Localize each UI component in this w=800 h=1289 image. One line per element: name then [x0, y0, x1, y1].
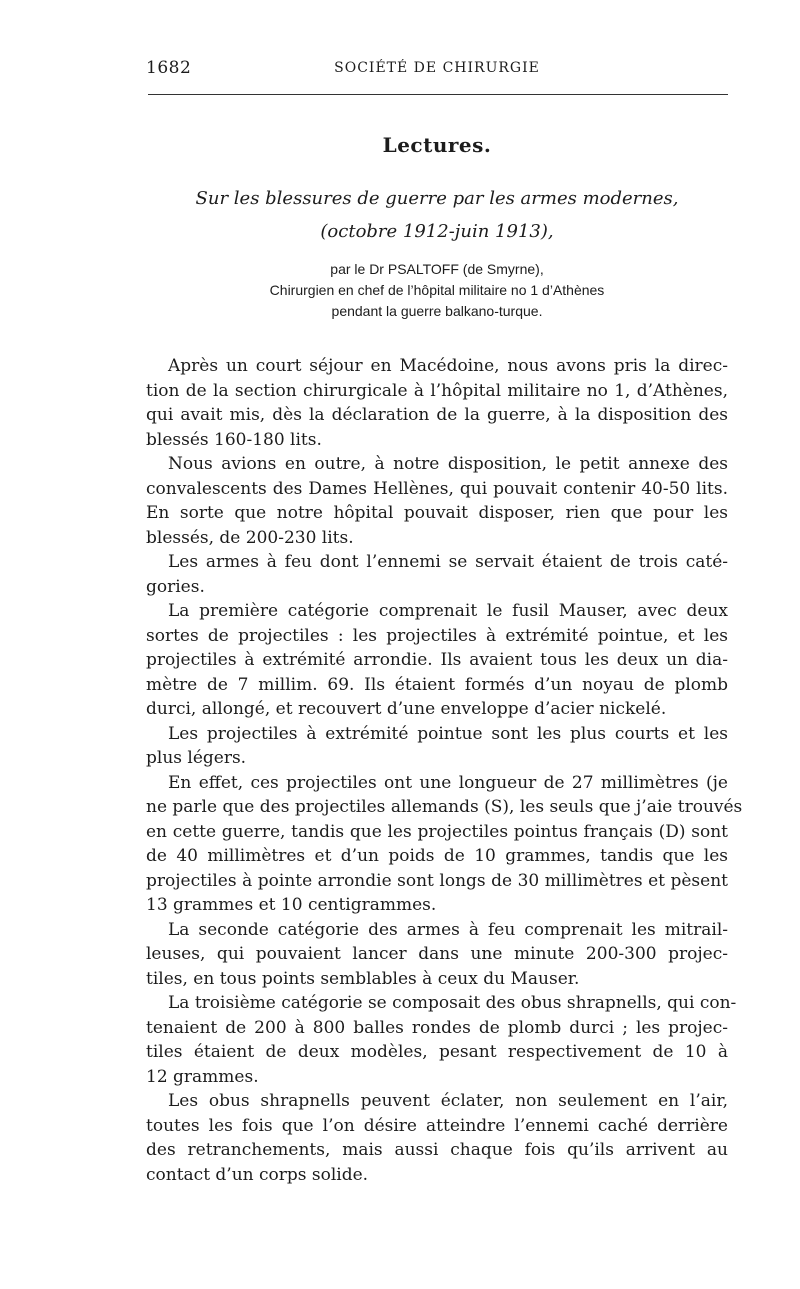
- body-line: Les armes à feu dont l’ennemi se servait étaient de trois caté-: [168, 552, 728, 572]
- body-text: [146, 354, 743, 1187]
- author-affiliation: Chirurgien en chef de l’hôpital militaire no 1 d’Athènes: [269, 282, 605, 298]
- author-line: par le Dr PSALTOFF (de Smyrne),: [330, 261, 544, 277]
- author-context: pendant la guerre balkano-turque.: [331, 303, 543, 319]
- body-line: Les obus shrapnells peuvent éclater, non seulement en l’air,: [168, 1091, 728, 1111]
- body-line: La troisième catégorie se composait des obus shrapnells, qui con-: [168, 993, 737, 1013]
- body-line: convalescents des Dames Hellènes, qui pouvait contenir 40-50 lits.: [146, 478, 728, 499]
- body-line: 13 grammes et 10 centigrammes.: [146, 895, 437, 915]
- body-line: Les projectiles à extrémité pointue sont les plus courts et les: [168, 723, 728, 744]
- body-line: plus légers.: [146, 748, 247, 768]
- article-subtitle: [146, 182, 728, 248]
- page-header: [146, 58, 728, 82]
- section-title: Lectures.: [382, 133, 492, 157]
- body-line: La seconde catégorie des armes à feu comprenait les mitrail-: [168, 919, 728, 940]
- body-line: blessés 160-180 lits.: [146, 429, 322, 450]
- body-line: de 40 millimètres et d’un poids de 10 grammes, tandis que les: [146, 846, 728, 866]
- subtitle-line: (octobre 1912-juin 1913),: [320, 221, 554, 242]
- running-head: SOCIÉTÉ DE CHIRURGIE: [334, 60, 540, 76]
- body-line: blessés, de 200-230 lits.: [146, 527, 354, 548]
- body-line: projectiles à pointe arrondie sont longs de 30 millimètres et pèsent: [146, 870, 728, 891]
- body-line: tion de la section chirurgicale à l’hôpital militaire no 1, d’Athènes,: [146, 380, 728, 401]
- body-line: 12 grammes.: [146, 1066, 259, 1087]
- body-line: tenaient de 200 à 800 balles rondes de plomb durci ; les projec-: [146, 1017, 728, 1038]
- body-line: qui avait mis, dès la déclaration de la guerre, à la disposition des: [146, 405, 728, 425]
- body-line: tiles étaient de deux modèles, pesant respectivement de 10 à: [146, 1042, 728, 1062]
- body-line: tiles, en tous points semblables à ceux du Mauser.: [146, 968, 580, 989]
- body-line: Nous avions en outre, à notre disposition, le petit annexe des: [168, 454, 728, 474]
- header-rule: [148, 94, 728, 95]
- body-line: contact d’un corps solide.: [146, 1164, 369, 1185]
- body-line: toutes les fois que l’on désire atteindre l’ennemi caché derrière: [146, 1115, 728, 1136]
- body-line: en cette guerre, tandis que les projectiles pointus français (D) sont: [146, 821, 728, 842]
- body-line: En sorte que notre hôpital pouvait disposer, rien que pour les: [146, 503, 728, 523]
- body-line: sortes de projectiles : les projectiles à extrémité pointue, et les: [146, 625, 728, 646]
- body-line: durci, allongé, et recouvert d’une enveloppe d’acier nickelé.: [146, 699, 667, 719]
- body-line: En effet, ces projectiles ont une longueur de 27 millimètres (je: [168, 772, 728, 793]
- body-line: gories.: [146, 576, 205, 597]
- body-line: Après un court séjour en Macédoine, nous avons pris la direc-: [168, 356, 728, 376]
- page-number: 1682: [146, 58, 192, 78]
- body-line: des retranchements, mais aussi chaque fois qu’ils arrivent au: [146, 1140, 728, 1160]
- body-line: mètre de 7 millim. 69. Ils étaient formés d’un noyau de plomb: [146, 674, 728, 695]
- author-block: [146, 259, 728, 322]
- body-line: projectiles à extrémité arrondie. Ils avaient tous les deux un dia-: [146, 650, 728, 670]
- body-line: leuses, qui pouvaient lancer dans une minute 200-300 projec-: [146, 944, 728, 964]
- body-line: La première catégorie comprenait le fusil Mauser, avec deux: [168, 601, 728, 621]
- subtitle-line: Sur les blessures de guerre par les armes modernes,: [195, 188, 679, 209]
- body-line: ne parle que des projectiles allemands (S), les seuls que j’aie trouvés: [146, 797, 743, 817]
